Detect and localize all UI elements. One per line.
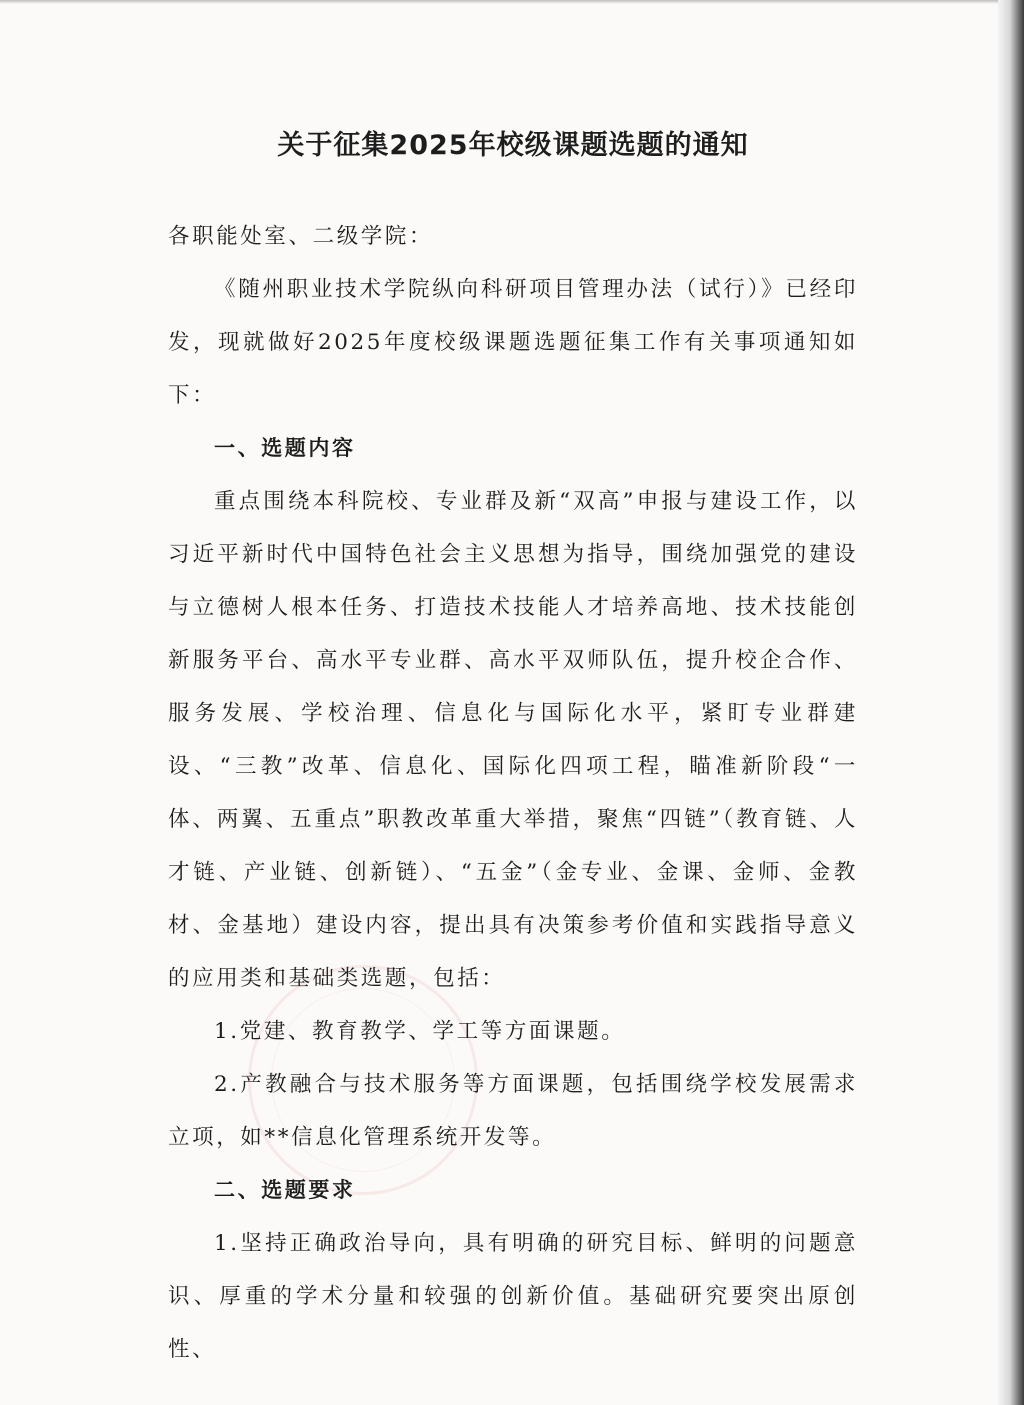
section1-heading: 一、选题内容 [214,436,356,460]
document-title: 关于征集2025年校级课题选题的通知 [277,130,749,161]
section2-heading: 二、选题要求 [214,1178,356,1202]
section2-item-1: 1.坚持正确政治导向，具有明确的研究目标、鲜明的问题意识、厚重的学术分量和较强的创新价值。基础研究要突出原创性、 [168,1231,858,1362]
document-page [168,118,858,1376]
scan-right-edge [998,0,1024,1405]
intro-paragraph: 《随州职业技术学院纵向科研项目管理办法（试行）》已经印发，现就做好2025年度校级课题选题征集工作有关事项通知如下： [168,277,858,408]
section1-body: 重点围绕本科院校、专业群及新“双高”申报与建设工作，以习近平新时代中国特色社会主义思想为指导，围绕加强党的建设与立德树人根本任务、打造技术技能人才培养高地、技术技能创新服务平台、高水平专业群、高水平双师队伍，提升校企合作、服务发展、学校治理、信息化与国际化水平，紧盯专业群建设、“三教”改革、信息化、国际化四项工程，瞄准新阶段“一体、两翼、五重点”职教改革重大举措，聚焦“四链”（教育链、人才链、产业链、创新链）、“五金”（金专业、金课、金师、金教材、金基地）建设内容，提出具有决策参考价值和实践指导意义的应用类和基础类选题，包括： [168,489,858,991]
section1-item-1: 1.党建、教育教学、学工等方面课题。 [214,1019,626,1044]
scan-top-edge [0,0,1024,4]
section1-item-2: 2.产教融合与技术服务等方面课题，包括围绕学校发展需求立项，如**信息化管理系统开发等。 [168,1072,858,1150]
salutation: 各职能处室、二级学院： [168,224,434,249]
